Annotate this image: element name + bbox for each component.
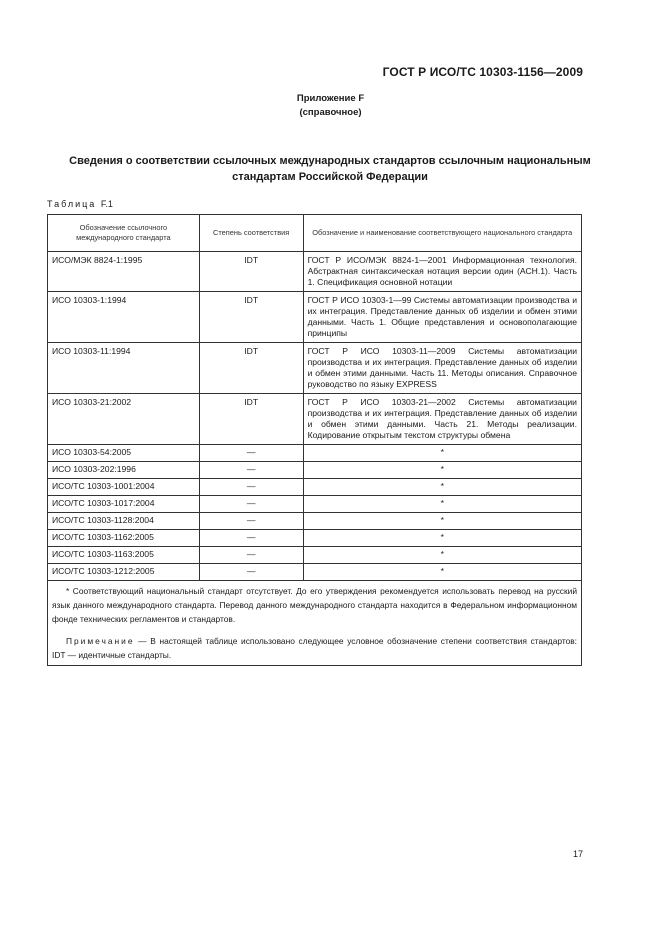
national-standard-cell: ГОСТ Р ИСО 10303-21—2002 Системы автоматизации производства и их интеграция. Представление данных об изделии и обмен этими данными. Часть 21. Методы реализации. Кодирование открытым текстом структуры обмена — [303, 394, 581, 445]
intl-standard-cell: ИСО/ТС 10303-1162:2005 — [48, 530, 200, 547]
table-row — [48, 252, 582, 292]
table-row — [48, 292, 582, 343]
table-row — [48, 462, 582, 479]
national-standard-cell: * — [303, 564, 581, 581]
table-footer — [48, 581, 582, 666]
table-caption-number: F.1 — [100, 199, 113, 209]
national-standard-cell: ГОСТ Р ИСО/МЭК 8824-1—2001 Информационная технология. Абстрактная синтаксическая нотация версии один (АСН.1). Часть 1. Спецификация основной нотации — [303, 252, 581, 292]
table-row — [48, 496, 582, 513]
document-header: ГОСТ Р ИСО/ТС 10303-1156—2009 — [382, 65, 583, 79]
table-row — [48, 445, 582, 462]
column-header-national: Обозначение и наименование соответствующего национального стандарта — [303, 215, 581, 252]
appendix-type: (справочное) — [299, 107, 362, 118]
national-standard-cell: ГОСТ Р ИСО 10303-1—99 Системы автоматизации производства и их интеграция. Представление данных об изделии и обмен этими данными. Часть 1. Общие представления и основополагающие принципы — [303, 292, 581, 343]
table-footer-row — [48, 581, 582, 666]
national-standard-cell: * — [303, 479, 581, 496]
national-standard-cell: * — [303, 530, 581, 547]
degree-cell: — — [199, 530, 303, 547]
national-standard-cell: * — [303, 513, 581, 530]
degree-cell: IDT — [199, 292, 303, 343]
intl-standard-cell: ИСО/МЭК 8824-1:1995 — [48, 252, 200, 292]
national-standard-cell: * — [303, 496, 581, 513]
table-caption-word: Таблица — [47, 199, 97, 209]
appendix-label: Приложение F — [296, 93, 365, 104]
degree-cell: IDT — [199, 343, 303, 394]
degree-cell: — — [199, 513, 303, 530]
intl-standard-cell: ИСО 10303-11:1994 — [48, 343, 200, 394]
intl-standard-cell: ИСО/ТС 10303-1163:2005 — [48, 547, 200, 564]
table-row — [48, 547, 582, 564]
intl-standard-cell: ИСО/ТС 10303-1128:2004 — [48, 513, 200, 530]
correspondence-table — [47, 214, 582, 666]
intl-standard-cell: ИСО/ТС 10303-1212:2005 — [48, 564, 200, 581]
table-header-row — [48, 215, 582, 252]
intl-standard-cell: ИСО/ТС 10303-1017:2004 — [48, 496, 200, 513]
intl-standard-cell: ИСО 10303-1:1994 — [48, 292, 200, 343]
appendix-heading — [0, 92, 661, 120]
national-standard-cell: * — [303, 445, 581, 462]
table-row — [48, 564, 582, 581]
degree-cell: — — [199, 462, 303, 479]
intl-standard-cell: ИСО/ТС 10303-1001:2004 — [48, 479, 200, 496]
degree-cell: — — [199, 496, 303, 513]
degree-cell: — — [199, 547, 303, 564]
table-row — [48, 513, 582, 530]
section-title-line-2: стандартам Российской Федерации — [232, 171, 428, 183]
degree-cell: IDT — [199, 252, 303, 292]
degree-cell: — — [199, 445, 303, 462]
degree-cell: — — [199, 564, 303, 581]
intl-standard-cell: ИСО 10303-21:2002 — [48, 394, 200, 445]
table-row — [48, 343, 582, 394]
intl-standard-cell: ИСО 10303-54:2005 — [48, 445, 200, 462]
table-row — [48, 530, 582, 547]
footnote: * Соответствующий национальный стандарт отсутствует. До его утверждения рекомендуется использовать перевод на русский язык данного международного стандарта. Перевод данного международного стандарта находится в Федеральном информационном фонде технических регламентов и стандартов. — [52, 586, 577, 624]
note-label: Примечание — [66, 636, 135, 646]
table-row — [48, 394, 582, 445]
table-caption — [47, 199, 113, 209]
degree-cell: IDT — [199, 394, 303, 445]
table-note — [52, 634, 577, 662]
degree-cell: — — [199, 479, 303, 496]
national-standard-cell: * — [303, 547, 581, 564]
page-number: 17 — [572, 849, 583, 859]
section-title — [40, 153, 620, 185]
column-header-intl: Обозначение ссылочного международного стандарта — [48, 215, 200, 252]
national-standard-cell: ГОСТ Р ИСО 10303-11—2009 Системы автоматизации производства и их интеграция. Представление данных об изделии и обмен этими данными. Часть 11. Методы описания. Справочное руководство по языку EXPRESS — [303, 343, 581, 394]
table-row — [48, 479, 582, 496]
intl-standard-cell: ИСО 10303-202:1996 — [48, 462, 200, 479]
section-title-line-1: Сведения о соответствии ссылочных международных стандартов ссылочным национальным — [69, 155, 591, 167]
column-header-degree: Степень соответствия — [199, 215, 303, 252]
national-standard-cell: * — [303, 462, 581, 479]
note-text: — В настоящей таблице использовано следующее условное обозначение степени соответствия стандартов: IDT — идентичные стандарты. — [52, 636, 578, 660]
